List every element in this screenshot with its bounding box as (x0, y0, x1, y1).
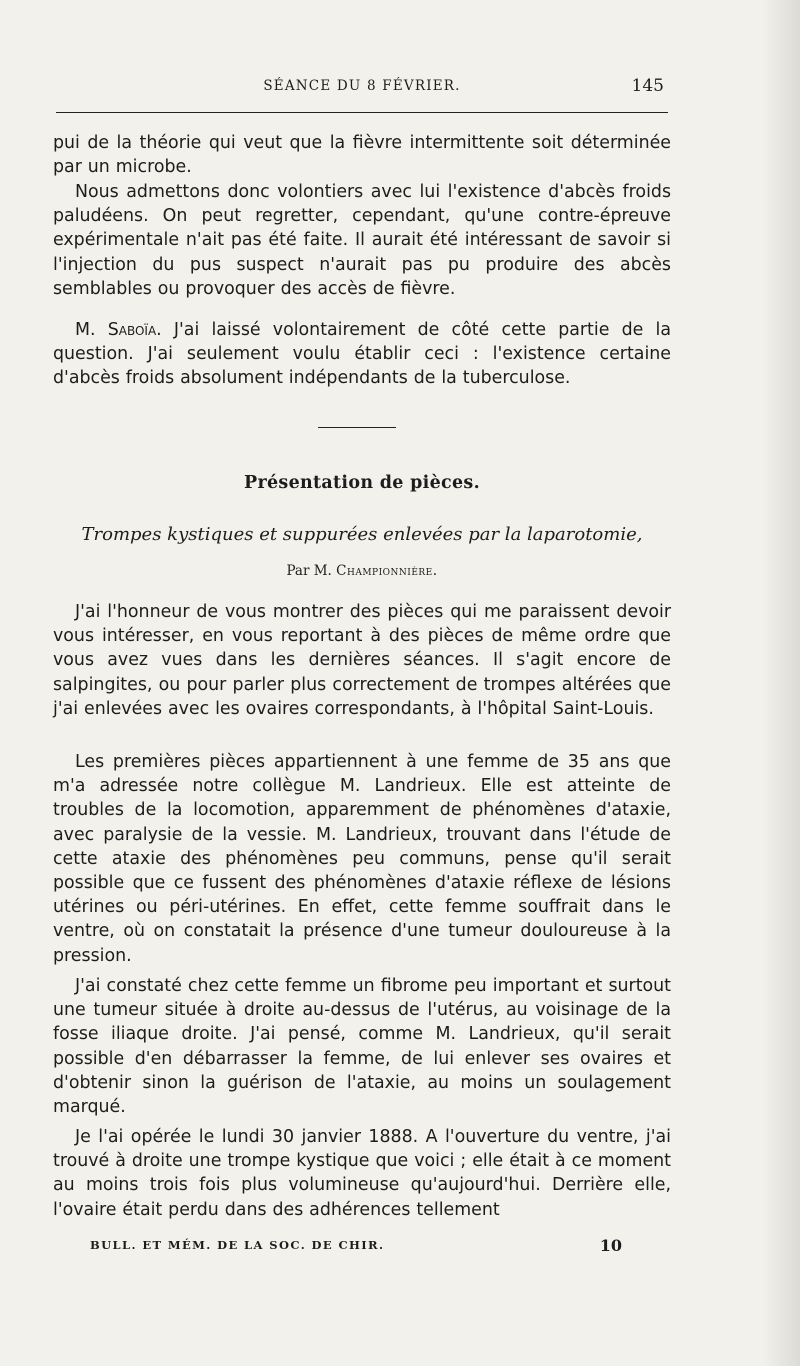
running-header (56, 76, 668, 100)
footer-signature: BULL. ET MÉM. DE LA SOC. DE CHIR. (90, 1238, 385, 1252)
paragraph-operee: Je l'ai opérée le lundi 30 janvier 1888. A l'ouverture du ventre, j'ai trouvé à droite une trompe kystique que voici ; elle était à ce moment au moins trois fois plus volumineuse qu'aujourd'hui. Derrière elle, l'ovaire était perdu dans des adhérences tellement (53, 1127, 671, 1220)
page-edge-shadow (762, 0, 800, 1366)
paragraph-honneur: J'ai l'honneur de vous montrer des pièces qui me paraissent devoir vous intéresser, en vous reportant à des pièces de même ordre que vous avez vues dans les dernières séances. Il s'agit encore de salpingites, ou pour parler plus correctement de trompes altérées que j'ai enlevées avec les ovaires correspondants, à l'hôpital Saint-Louis. (53, 602, 671, 719)
section-title: Présentation de pièces. (244, 473, 480, 493)
article-title: Trompes kystiques et suppurées enlevées par la laparotomie, (81, 524, 643, 545)
author-name: Championnière. (336, 563, 438, 579)
paragraph-premieres-pieces: Les premières pièces appartiennent à une femme de 35 ans que m'a adressée notre collègue M. Landrieux. Elle est atteinte de troubles de la locomotion, apparemment de phénomènes d'ataxie, avec paralysie de la vessie. M. Landrieux, trouvant dans l'étude de cette ataxie des phénomènes peu communs, pense qu'il serait possible que ce fussent des phénomènes d'ataxie réflexe de lésions utérines ou péri-utérines. En effet, cette femme souffrait dans le ventre, où on constatait la présence d'une tumeur douloureuse à la pression. (53, 752, 671, 966)
footer (90, 1236, 630, 1258)
running-title: SÉANCE DU 8 FÉVRIER. (263, 78, 461, 94)
paragraph-continuation: pui de la théorie qui veut que la fièvre intermittente soit déterminée par un microbe. (53, 133, 671, 178)
reply-text: J'ai laissé volontairement de côté cette partie de la question. J'ai seulement voulu établir ceci : l'existence certaine d'abcès froids absolument indépendants de la tuberculose. (53, 320, 671, 389)
header-rule (56, 112, 668, 113)
byline (53, 563, 671, 579)
footer-sheet-number: 10 (599, 1236, 622, 1255)
byline-prefix: Par M. (286, 563, 337, 579)
section-divider (318, 427, 396, 428)
page-number: 145 (631, 76, 664, 96)
paragraph-constate: J'ai constaté chez cette femme un fibrome peu important et surtout une tumeur située à droite au-dessus de l'utérus, au voisinage de la fosse iliaque droite. J'ai pensé, comme M. Landrieux, qu'il serait possible d'en débarrasser la femme, de lui enlever ses ovaires et d'obtenir sinon la guérison de l'ataxie, au moins un soulagement marqué. (53, 976, 671, 1118)
paragraph-saboia-reply (53, 318, 671, 391)
paragraph-abces-froids: Nous admettons donc volontiers avec lui l'existence d'abcès froids paludéens. On peut regretter, cependant, qu'une contre-épreuve expérimentale n'ait pas été faite. Il aurait été intéressant de savoir si l'injection du pus suspect n'aurait pas pu produire des abcès semblables ou provoquer des accès de fièvre. (53, 182, 671, 299)
speaker-name: M. Saboïa. (75, 320, 162, 340)
